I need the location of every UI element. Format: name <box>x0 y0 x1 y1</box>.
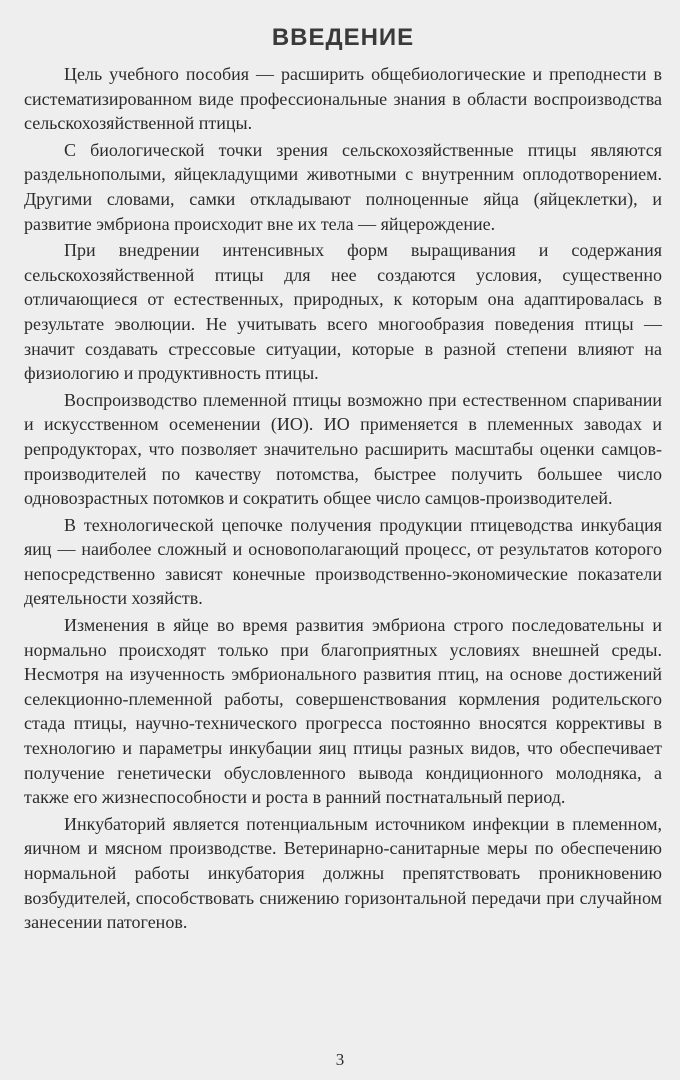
paragraph-1: Цель учебного пособия — расширить общебиологические и преподнести в систематизированном виде профессиональные знания в области воспроизводства сельскохозяйственной птицы. <box>24 64 662 134</box>
paragraph-5: В технологической цепочке получения продукции птицеводства инкубация яиц — наиболее сложный и основополагающий процесс, от результатов которого непосредственно зависят конечные производственно-экономические показатели деятельности хозяйств. <box>24 514 662 609</box>
paragraph-7: Инкубаторий является потенциальным источником инфекции в племенном, яичном и мясном производстве. Ветеринарно-санитарные меры по обеспечению нормальной работы инкубатория должны препятствовать проникновению возбудителей, способствовать снижению горизонтальной передачи при случайном занесении патогенов. <box>24 813 662 933</box>
chapter-heading: ВВЕДЕНИЕ <box>271 24 415 51</box>
paragraph-2: С биологической точки зрения сельскохозяйственные птицы являются раздельнополыми, яйцекладущими животными с внутренним оплодотворением. Другими словами, самки откладывают полноценные яйца (яйцеклетки), и развитие эмбриона происходит вне их тела — яйцерождение. <box>24 139 662 234</box>
paragraph-3: При внедрении интенсивных форм выращивания и содержания сельскохозяйственной птицы для нее создаются условия, существенно отличающиеся от естественных, природных, к которым она адаптировалась в результате эволюции. Не учитывать всего многообразия поведения птицы — значит создавать стрессовые ситуации, которые в разной степени влияют на физиологию и продуктивность птицы. <box>24 240 662 384</box>
paragraph-6: Изменения в яйце во время развития эмбриона строго последовательны и нормально происходят только при благоприятных условиях внешней среды. Несмотря на изученность эмбрионального развития птиц, на основе достижений селекционно-племенной работы, совершенствования кормления родительского стада птицы, научно-технического прогресса постоянно вносятся коррективы в технологию и параметры инкубации яиц птицы разных видов, что обеспечивает получение генетически обусловленного вывода кондиционного молодняка, а также его жизнеспособности и роста в ранний постнатальный период. <box>24 615 662 808</box>
paragraph-4: Воспроизводство племенной птицы возможно при естественном спаривании и искусственном осеменении (ИО). ИО применяется в племенных заводах и репродукторах, что позволяет значительно расширить масштабы оценки самцов-производителей по качеству потомства, быстрее получить большее число одновозрастных потомков и сократить общее число самцов-производителей. <box>24 389 662 509</box>
page-number: 3 <box>335 1050 345 1069</box>
